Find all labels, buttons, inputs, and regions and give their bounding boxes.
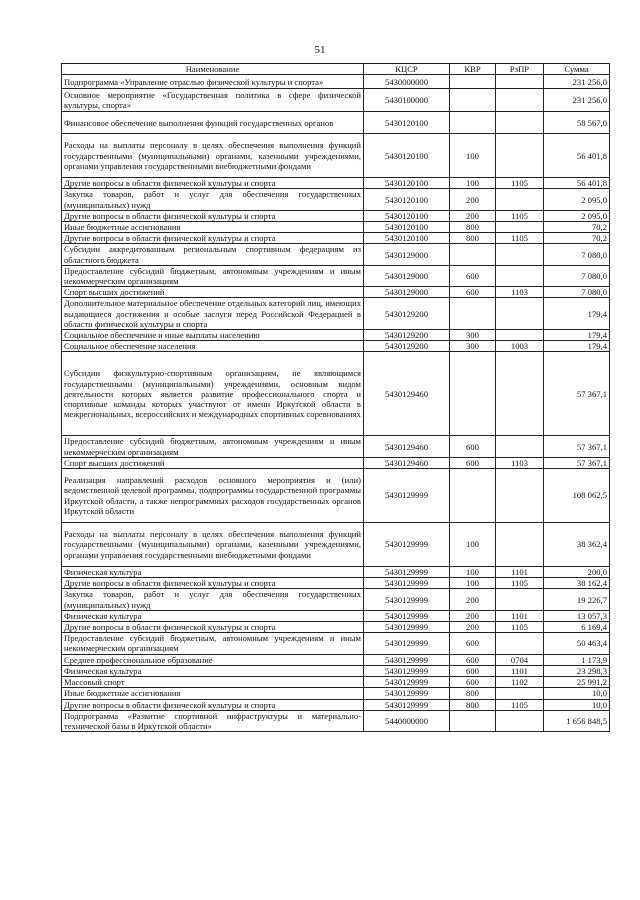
cell-name: Спорт высших достижений <box>62 457 364 468</box>
cell-rzpr <box>496 298 544 330</box>
cell-rzpr: 1105 <box>496 578 544 589</box>
table-row <box>62 688 610 699</box>
cell-sum: 57 367,1 <box>544 457 610 468</box>
cell-sum: 7 080,0 <box>544 244 610 265</box>
cell-rzpr: 1101 <box>496 665 544 676</box>
cell-kcsr: 5430129999 <box>364 688 450 699</box>
cell-rzpr <box>496 469 544 523</box>
cell-rzpr: 0704 <box>496 654 544 665</box>
cell-kcsr: 5430120100 <box>364 189 450 210</box>
cell-kcsr: 5430000000 <box>364 75 450 89</box>
cell-kcsr: 5430129999 <box>364 622 450 633</box>
cell-sum: 13 057,3 <box>544 610 610 621</box>
cell-name: Иные бюджетные ассигнования <box>62 222 364 233</box>
cell-kvr: 800 <box>450 688 496 699</box>
cell-kcsr: 5430129999 <box>364 699 450 710</box>
table-row <box>62 134 610 178</box>
cell-name: Предоставление субсидий бюджетным, автономным учреждениям и иным некоммерческим организациям <box>62 265 364 286</box>
cell-rzpr <box>496 265 544 286</box>
table-row <box>62 457 610 468</box>
cell-name: Основное мероприятие «Государственная политика в сфере физической культуры, спорта» <box>62 89 364 112</box>
cell-sum: 50 463,4 <box>544 633 610 654</box>
cell-sum: 70,2 <box>544 222 610 233</box>
cell-kvr: 300 <box>450 330 496 341</box>
cell-name: Закупка товаров, работ и услуг для обеспечения государственных (муниципальных) нужд <box>62 189 364 210</box>
table-row <box>62 665 610 676</box>
cell-kcsr: 5430129999 <box>364 633 450 654</box>
cell-sum: 10,0 <box>544 688 610 699</box>
cell-rzpr <box>496 330 544 341</box>
cell-rzpr: 1103 <box>496 457 544 468</box>
cell-kcsr: 5430120100 <box>364 222 450 233</box>
cell-rzpr <box>496 352 544 436</box>
cell-kvr: 600 <box>450 287 496 298</box>
cell-sum: 179,4 <box>544 330 610 341</box>
cell-sum: 38 162,4 <box>544 578 610 589</box>
cell-sum: 58 567,0 <box>544 112 610 134</box>
table-row <box>62 622 610 633</box>
cell-sum: 108 062,5 <box>544 469 610 523</box>
cell-sum: 56 401,8 <box>544 178 610 189</box>
cell-name: Дополнительное материальное обеспечение отдельных категорий лиц, имеющих выдающиеся достижения и особые заслуги перед Российской Федерацией в области физической культуры и спорта <box>62 298 364 330</box>
cell-kvr: 200 <box>450 210 496 221</box>
cell-sum: 25 991,2 <box>544 677 610 688</box>
cell-sum: 2 095,0 <box>544 210 610 221</box>
cell-sum: 1 656 848,5 <box>544 710 610 731</box>
table-row <box>62 189 610 210</box>
cell-kvr <box>450 710 496 731</box>
cell-kcsr: 5430129999 <box>364 567 450 578</box>
cell-rzpr: 1003 <box>496 341 544 352</box>
table-row <box>62 112 610 134</box>
cell-sum: 6 169,4 <box>544 622 610 633</box>
cell-name: Физическая культура <box>62 567 364 578</box>
cell-rzpr <box>496 189 544 210</box>
cell-sum: 56 401,8 <box>544 134 610 178</box>
cell-kvr: 600 <box>450 457 496 468</box>
table-row <box>62 330 610 341</box>
cell-sum: 38 362,4 <box>544 523 610 567</box>
cell-kvr: 600 <box>450 665 496 676</box>
budget-table <box>61 63 610 732</box>
cell-name: Подпрограмма «Развитие спортивной инфраструктуры и материально-технической базы в Иркутской области» <box>62 710 364 731</box>
cell-sum: 179,4 <box>544 298 610 330</box>
cell-name: Реализация направлений расходов основного мероприятия и (или) ведомственной целевой программы, подпрограммы государственной программы Иркутской области, а также непрограммных расходов государственных органов Иркутской области <box>62 469 364 523</box>
cell-kvr: 800 <box>450 233 496 244</box>
cell-kvr <box>450 112 496 134</box>
cell-rzpr <box>496 112 544 134</box>
table-row <box>62 341 610 352</box>
cell-kvr: 800 <box>450 699 496 710</box>
table-row <box>62 610 610 621</box>
cell-sum: 23 298,3 <box>544 665 610 676</box>
table-row <box>62 578 610 589</box>
table-row <box>62 75 610 89</box>
cell-kcsr: 5430100000 <box>364 89 450 112</box>
cell-rzpr <box>496 436 544 457</box>
cell-kcsr: 5430120100 <box>364 178 450 189</box>
cell-kcsr: 5430129999 <box>364 665 450 676</box>
cell-kcsr: 5430129460 <box>364 457 450 468</box>
cell-kvr <box>450 298 496 330</box>
table-row <box>62 633 610 654</box>
cell-name: Другие вопросы в области физической культуры и спорта <box>62 178 364 189</box>
cell-sum: 70,2 <box>544 233 610 244</box>
table-row <box>62 352 610 436</box>
cell-kcsr: 5430129460 <box>364 436 450 457</box>
cell-rzpr <box>496 75 544 89</box>
cell-kcsr: 5430129999 <box>364 523 450 567</box>
cell-rzpr: 1102 <box>496 677 544 688</box>
cell-sum: 231 256,0 <box>544 89 610 112</box>
table-row <box>62 589 610 610</box>
cell-rzpr <box>496 633 544 654</box>
cell-rzpr: 1101 <box>496 567 544 578</box>
cell-kcsr: 5430129000 <box>364 244 450 265</box>
cell-name: Другие вопросы в области физической культуры и спорта <box>62 233 364 244</box>
cell-rzpr: 1103 <box>496 287 544 298</box>
table-row <box>62 699 610 710</box>
cell-rzpr: 1105 <box>496 622 544 633</box>
cell-kvr: 100 <box>450 523 496 567</box>
cell-rzpr <box>496 523 544 567</box>
cell-rzpr: 1105 <box>496 178 544 189</box>
cell-kvr <box>450 244 496 265</box>
cell-kvr <box>450 75 496 89</box>
cell-name: Подпрограмма «Управление отраслью физической культуры и спорта» <box>62 75 364 89</box>
cell-kvr: 200 <box>450 622 496 633</box>
cell-name: Предоставление субсидий бюджетным, автономным учреждениям и иным некоммерческим организациям <box>62 436 364 457</box>
cell-kvr <box>450 89 496 112</box>
cell-name: Другие вопросы в области физической культуры и спорта <box>62 622 364 633</box>
cell-kcsr: 5430129999 <box>364 469 450 523</box>
cell-kvr: 100 <box>450 178 496 189</box>
cell-kcsr: 5430120100 <box>364 134 450 178</box>
cell-kvr: 200 <box>450 610 496 621</box>
cell-sum: 200,0 <box>544 567 610 578</box>
cell-rzpr <box>496 222 544 233</box>
cell-kcsr: 5430129999 <box>364 589 450 610</box>
cell-kcsr: 5430129999 <box>364 610 450 621</box>
cell-rzpr <box>496 134 544 178</box>
cell-rzpr <box>496 589 544 610</box>
cell-name: Финансовое обеспечение выполнения функций государственных органов <box>62 112 364 134</box>
table-row <box>62 265 610 286</box>
cell-name: Социальное обеспечение и иные выплаты населению <box>62 330 364 341</box>
table-row <box>62 178 610 189</box>
table-row <box>62 567 610 578</box>
table-row <box>62 89 610 112</box>
cell-kvr: 200 <box>450 589 496 610</box>
cell-kcsr: 5430120100 <box>364 210 450 221</box>
cell-kvr <box>450 352 496 436</box>
cell-kvr: 600 <box>450 654 496 665</box>
table-row <box>62 244 610 265</box>
header-rzpr: РзПР <box>496 64 544 75</box>
table-row <box>62 233 610 244</box>
table-row <box>62 677 610 688</box>
cell-name: Закупка товаров, работ и услуг для обеспечения государственных (муниципальных) нужд <box>62 589 364 610</box>
table-row <box>62 298 610 330</box>
cell-name: Среднее профессиональное образование <box>62 654 364 665</box>
cell-sum: 57 367,1 <box>544 436 610 457</box>
cell-name: Социальное обеспечение населения <box>62 341 364 352</box>
cell-name: Другие вопросы в области физической культуры и спорта <box>62 578 364 589</box>
cell-sum: 1 173,9 <box>544 654 610 665</box>
page-number: 51 <box>314 44 326 56</box>
cell-kcsr: 5440000000 <box>364 710 450 731</box>
table-row <box>62 654 610 665</box>
cell-sum: 231 256,0 <box>544 75 610 89</box>
cell-rzpr: 1105 <box>496 210 544 221</box>
cell-kcsr: 5430129000 <box>364 265 450 286</box>
cell-name: Расходы на выплаты персоналу в целях обеспечения выполнения функций государственными (муниципальными) органами, казенными учреждениями, органами управления государственными внебюджетными фондами <box>62 523 364 567</box>
cell-name: Физическая культура <box>62 610 364 621</box>
cell-sum: 57 367,1 <box>544 352 610 436</box>
cell-kvr: 100 <box>450 567 496 578</box>
cell-kvr: 600 <box>450 436 496 457</box>
cell-name: Субсидии аккредитованным региональным спортивным федерациям из областного бюджета <box>62 244 364 265</box>
cell-sum: 7 080,0 <box>544 265 610 286</box>
cell-kcsr: 5430129200 <box>364 341 450 352</box>
cell-name: Иные бюджетные ассигнования <box>62 688 364 699</box>
cell-kvr: 600 <box>450 677 496 688</box>
cell-kvr: 100 <box>450 134 496 178</box>
cell-kvr <box>450 469 496 523</box>
cell-rzpr <box>496 688 544 699</box>
table-row <box>62 523 610 567</box>
cell-kcsr: 5430129200 <box>364 330 450 341</box>
cell-rzpr <box>496 710 544 731</box>
table-row <box>62 436 610 457</box>
cell-sum: 2 095,0 <box>544 189 610 210</box>
cell-rzpr <box>496 244 544 265</box>
cell-sum: 10,0 <box>544 699 610 710</box>
header-kcsr: КЦСР <box>364 64 450 75</box>
cell-kvr: 200 <box>450 189 496 210</box>
cell-rzpr: 1101 <box>496 610 544 621</box>
header-name: Наименование <box>62 64 364 75</box>
cell-name: Другие вопросы в области физической культуры и спорта <box>62 210 364 221</box>
cell-name: Массовый спорт <box>62 677 364 688</box>
cell-name: Спорт высших достижений <box>62 287 364 298</box>
table-row <box>62 210 610 221</box>
cell-rzpr: 1105 <box>496 233 544 244</box>
header-sum: Сумма <box>544 64 610 75</box>
cell-kcsr: 5430129000 <box>364 287 450 298</box>
cell-sum: 19 226,7 <box>544 589 610 610</box>
cell-kvr: 600 <box>450 633 496 654</box>
table-row <box>62 287 610 298</box>
cell-kcsr: 5430120100 <box>364 233 450 244</box>
cell-kcsr: 5430129999 <box>364 654 450 665</box>
table-header-row <box>62 64 610 75</box>
cell-sum: 179,4 <box>544 341 610 352</box>
cell-sum: 7 080,0 <box>544 287 610 298</box>
cell-kcsr: 5430120100 <box>364 112 450 134</box>
cell-name: Другие вопросы в области физической культуры и спорта <box>62 699 364 710</box>
table-row <box>62 222 610 233</box>
table-row <box>62 710 610 731</box>
cell-rzpr <box>496 89 544 112</box>
cell-name: Расходы на выплаты персоналу в целях обеспечения выполнения функций государственными (муниципальными) органами, казенными учреждениями, органами управления государственными внебюджетными фондами <box>62 134 364 178</box>
cell-name: Физическая культура <box>62 665 364 676</box>
cell-kvr: 300 <box>450 341 496 352</box>
table-row <box>62 469 610 523</box>
cell-kcsr: 5430129200 <box>364 298 450 330</box>
cell-kcsr: 5430129460 <box>364 352 450 436</box>
cell-kvr: 600 <box>450 265 496 286</box>
cell-name: Предоставление субсидий бюджетным, автономным учреждениям и иным некоммерческим организациям <box>62 633 364 654</box>
cell-rzpr: 1105 <box>496 699 544 710</box>
cell-kcsr: 5430129999 <box>364 578 450 589</box>
cell-kcsr: 5430129999 <box>364 677 450 688</box>
cell-name: Субсидии физкультурно-спортивным организациям, не являющимся государственными (муниципальными) учреждениями, основным видом деятельности которых является развитие профессионального спорта и спортивные команды которых участвуют от имени Иркутской области в межрегиональных, всероссийских и международных спортивных соревнованиях <box>62 352 364 436</box>
cell-kvr: 100 <box>450 578 496 589</box>
header-kvr: КВР <box>450 64 496 75</box>
cell-kvr: 800 <box>450 222 496 233</box>
